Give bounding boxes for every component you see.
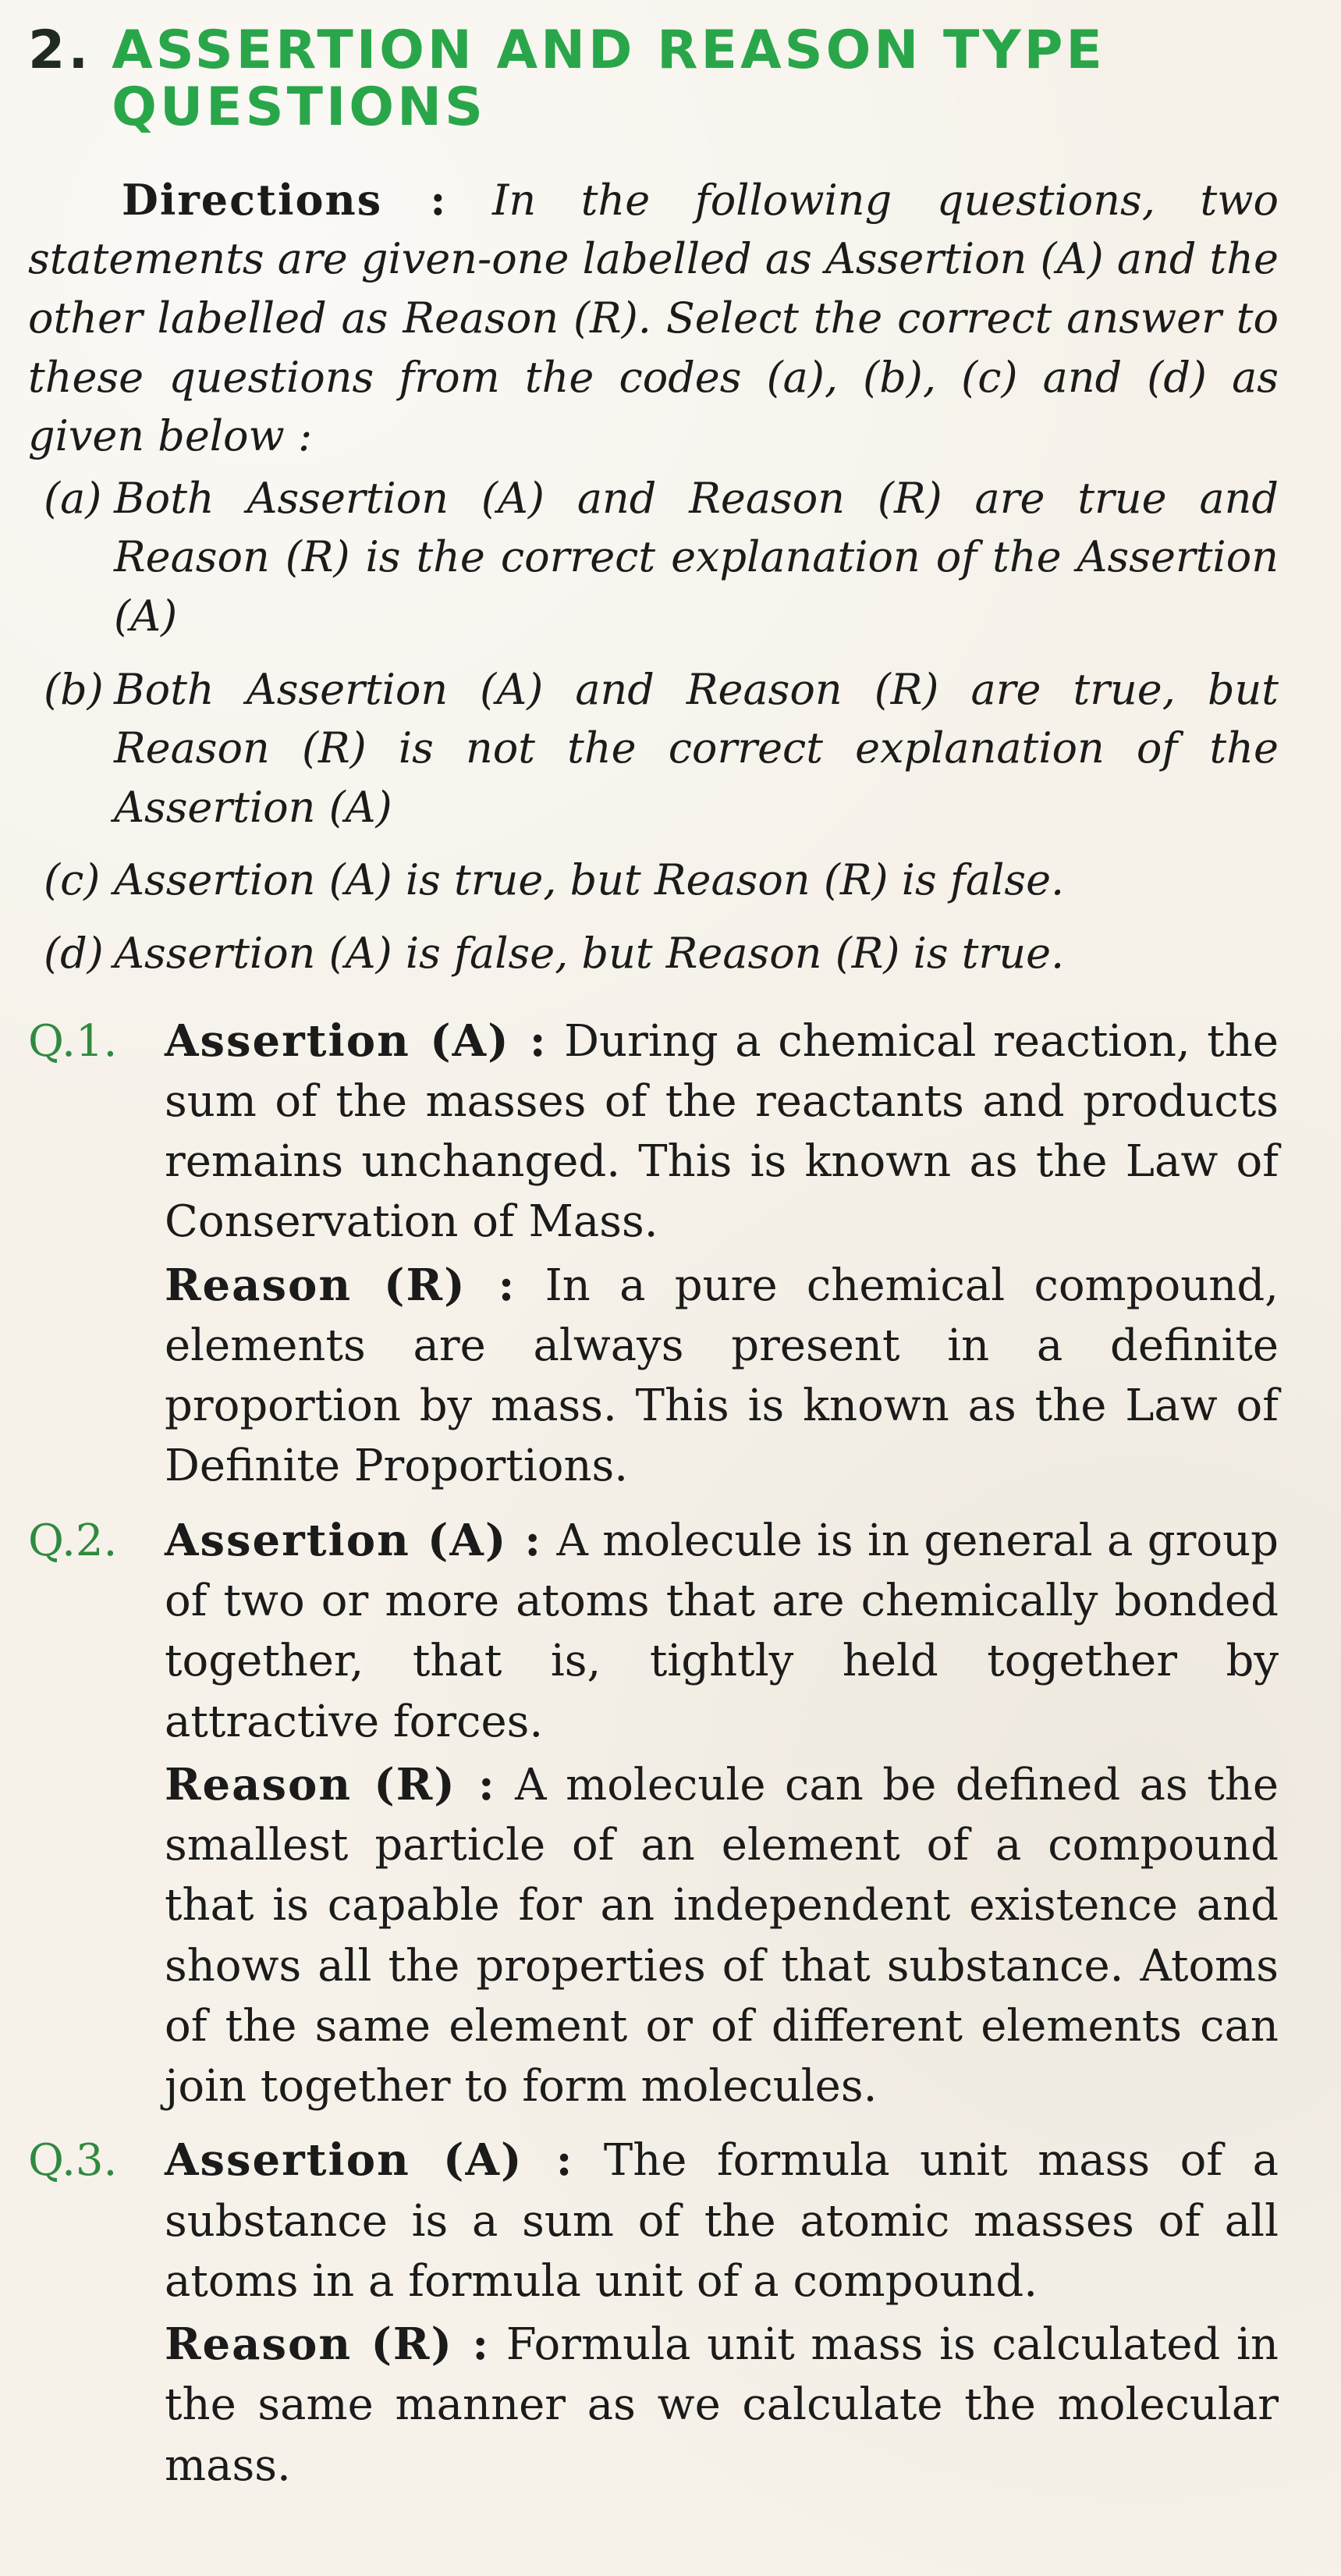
section-number: 2.	[28, 20, 92, 81]
answer-code-d	[44, 924, 1279, 983]
section-title: ASSERTION AND REASON TYPE QUESTIONS	[112, 20, 1105, 139]
answer-codes-list	[28, 469, 1279, 983]
answer-code-c	[44, 851, 1279, 910]
question-body	[165, 1011, 1279, 1500]
question-number: Q.1.	[28, 1015, 118, 1067]
option-letter: (a)	[44, 473, 102, 523]
reason-label: Reason (R) :	[165, 2318, 491, 2371]
reason-text: A molecule can be defined as the smallest particle of an element of a compound that is capable for an independent existence and shows all the properties of that substance. Atoms of the same element or of different elements can join together to form molecules.	[165, 1759, 1279, 2112]
assertion-text: The formula unit mass of a substance is a sum of the atomic masses of all atoms in a formula unit of a compound.	[165, 2135, 1279, 2307]
assertion-label: Assertion (A) :	[165, 1014, 548, 1067]
question-body	[165, 1511, 1279, 2120]
question-1	[28, 1011, 1279, 1500]
reason-statement	[165, 2315, 1279, 2496]
assertion-statement	[165, 2130, 1279, 2311]
reason-label: Reason (R) :	[165, 1259, 516, 1311]
option-text: Both Assertion (A) and Reason (R) are true and Reason (R) is the correct explanation of the Assertion (A)	[114, 473, 1279, 641]
section-heading	[28, 22, 1279, 137]
option-letter: (b)	[44, 664, 104, 714]
question-2	[28, 1511, 1279, 2120]
assertion-label: Assertion (A) :	[165, 2134, 574, 2187]
question-number: Q.2.	[28, 1515, 118, 1566]
option-text: Assertion (A) is true, but Reason (R) is false.	[114, 855, 1065, 905]
reason-statement	[165, 1755, 1279, 2117]
answer-code-b	[44, 660, 1279, 837]
assertion-text: During a chemical reaction, the sum of the masses of the reactants and products remains unchanged. This is known as the Law of Conservation of Mass.	[165, 1015, 1279, 1248]
reason-label: Reason (R) :	[165, 1758, 496, 1810]
option-text: Both Assertion (A) and Reason (R) are true, but Reason (R) is not the correct explanation of the Assertion (A)	[114, 664, 1279, 832]
question-list	[28, 1011, 1279, 2499]
option-letter: (c)	[44, 855, 101, 905]
option-text: Assertion (A) is false, but Reason (R) is true.	[114, 929, 1065, 978]
assertion-statement	[165, 1511, 1279, 1752]
directions-paragraph	[28, 171, 1279, 466]
assertion-text: A molecule is in general a group of two or more atoms that are chemically bonded together, that is, tightly held together by attractive forces.	[165, 1515, 1279, 1747]
question-number: Q.3.	[28, 2135, 118, 2187]
reason-text: Formula unit mass is calculated in the same manner as we calculate the molecular mass.	[165, 2319, 1279, 2491]
question-body	[165, 2130, 1279, 2499]
question-3	[28, 2130, 1279, 2499]
answer-code-a	[44, 469, 1279, 646]
option-letter: (d)	[44, 929, 104, 978]
assertion-label: Assertion (A) :	[165, 1514, 543, 1566]
reason-text: In a pure chemical compound, elements are always present in a definite proportion by mass. This is known as the Law of Definite Proportions.	[165, 1260, 1279, 1492]
directions-text: In the following questions, two statements are given-one labelled as Assertion (A) and the other labelled as Reason (R). Select the correct answer to these questions from the codes (a), (b), (c) and (d) as given below :	[28, 175, 1279, 461]
assertion-statement	[165, 1011, 1279, 1252]
directions-label: Directions :	[122, 174, 448, 225]
reason-statement	[165, 1256, 1279, 1497]
